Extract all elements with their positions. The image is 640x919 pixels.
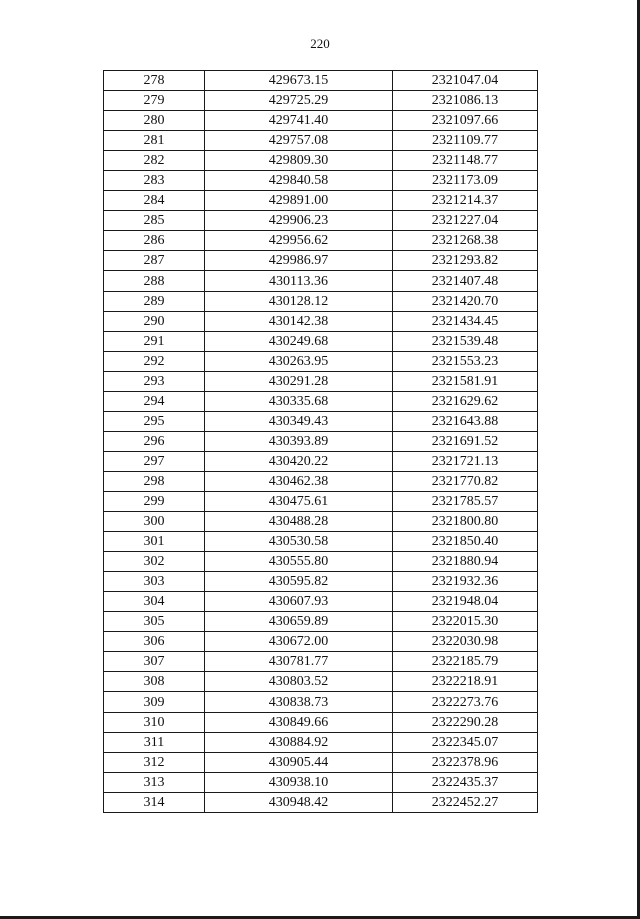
y-coordinate-cell: 2321047.04 — [393, 71, 538, 91]
y-coordinate-cell: 2321227.04 — [393, 211, 538, 231]
point-index-cell: 292 — [104, 351, 205, 371]
point-index-cell: 297 — [104, 451, 205, 471]
y-coordinate-cell: 2321434.45 — [393, 311, 538, 331]
y-coordinate-cell: 2321850.40 — [393, 532, 538, 552]
table-row — [104, 552, 538, 572]
point-index-cell: 291 — [104, 331, 205, 351]
x-coordinate-cell: 430335.68 — [205, 391, 393, 411]
y-coordinate-cell: 2321629.62 — [393, 391, 538, 411]
table-row — [104, 391, 538, 411]
point-index-cell: 304 — [104, 592, 205, 612]
y-coordinate-cell: 2321086.13 — [393, 91, 538, 111]
y-coordinate-cell: 2321097.66 — [393, 111, 538, 131]
x-coordinate-cell: 430263.95 — [205, 351, 393, 371]
point-index-cell: 287 — [104, 251, 205, 271]
table-row — [104, 191, 538, 211]
point-index-cell: 290 — [104, 311, 205, 331]
table-row — [104, 71, 538, 91]
y-coordinate-cell: 2321109.77 — [393, 131, 538, 151]
table-row — [104, 211, 538, 231]
x-coordinate-cell: 429840.58 — [205, 171, 393, 191]
table-row — [104, 471, 538, 491]
y-coordinate-cell: 2322435.37 — [393, 772, 538, 792]
x-coordinate-cell: 429956.62 — [205, 231, 393, 251]
point-index-cell: 295 — [104, 411, 205, 431]
y-coordinate-cell: 2321214.37 — [393, 191, 538, 211]
y-coordinate-cell: 2321293.82 — [393, 251, 538, 271]
y-coordinate-cell: 2321407.48 — [393, 271, 538, 291]
point-index-cell: 306 — [104, 632, 205, 652]
point-index-cell: 279 — [104, 91, 205, 111]
table-row — [104, 692, 538, 712]
x-coordinate-cell: 430249.68 — [205, 331, 393, 351]
table-row — [104, 792, 538, 812]
table-row — [104, 251, 538, 271]
table-row — [104, 592, 538, 612]
table-row — [104, 672, 538, 692]
x-coordinate-cell: 429757.08 — [205, 131, 393, 151]
y-coordinate-cell: 2322218.91 — [393, 672, 538, 692]
point-index-cell: 280 — [104, 111, 205, 131]
table-row — [104, 151, 538, 171]
point-index-cell: 293 — [104, 371, 205, 391]
point-index-cell: 312 — [104, 752, 205, 772]
table-row — [104, 351, 538, 371]
table-row — [104, 431, 538, 451]
table-row — [104, 311, 538, 331]
x-coordinate-cell: 430113.36 — [205, 271, 393, 291]
table-row — [104, 572, 538, 592]
coordinate-table — [103, 70, 538, 813]
y-coordinate-cell: 2321148.77 — [393, 151, 538, 171]
x-coordinate-cell: 430595.82 — [205, 572, 393, 592]
x-coordinate-cell: 429725.29 — [205, 91, 393, 111]
point-index-cell: 281 — [104, 131, 205, 151]
x-coordinate-cell: 430530.58 — [205, 532, 393, 552]
point-index-cell: 305 — [104, 612, 205, 632]
coordinate-table-body — [104, 71, 538, 813]
table-row — [104, 632, 538, 652]
y-coordinate-cell: 2321948.04 — [393, 592, 538, 612]
y-coordinate-cell: 2322030.98 — [393, 632, 538, 652]
point-index-cell: 307 — [104, 652, 205, 672]
table-row — [104, 331, 538, 351]
x-coordinate-cell: 429891.00 — [205, 191, 393, 211]
point-index-cell: 284 — [104, 191, 205, 211]
y-coordinate-cell: 2321420.70 — [393, 291, 538, 311]
table-row — [104, 772, 538, 792]
y-coordinate-cell: 2322273.76 — [393, 692, 538, 712]
x-coordinate-cell: 430948.42 — [205, 792, 393, 812]
x-coordinate-cell: 430607.93 — [205, 592, 393, 612]
x-coordinate-cell: 430838.73 — [205, 692, 393, 712]
y-coordinate-cell: 2321691.52 — [393, 431, 538, 451]
x-coordinate-cell: 430884.92 — [205, 732, 393, 752]
x-coordinate-cell: 430672.00 — [205, 632, 393, 652]
x-coordinate-cell: 430475.61 — [205, 491, 393, 511]
point-index-cell: 294 — [104, 391, 205, 411]
point-index-cell: 298 — [104, 471, 205, 491]
table-row — [104, 231, 538, 251]
x-coordinate-cell: 430555.80 — [205, 552, 393, 572]
x-coordinate-cell: 430781.77 — [205, 652, 393, 672]
table-row — [104, 271, 538, 291]
y-coordinate-cell: 2321581.91 — [393, 371, 538, 391]
x-coordinate-cell: 429809.30 — [205, 151, 393, 171]
point-index-cell: 285 — [104, 211, 205, 231]
table-row — [104, 171, 538, 191]
table-row — [104, 91, 538, 111]
table-row — [104, 131, 538, 151]
x-coordinate-cell: 430142.38 — [205, 311, 393, 331]
point-index-cell: 309 — [104, 692, 205, 712]
table-row — [104, 371, 538, 391]
table-row — [104, 512, 538, 532]
table-row — [104, 491, 538, 511]
point-index-cell: 278 — [104, 71, 205, 91]
point-index-cell: 310 — [104, 712, 205, 732]
point-index-cell: 282 — [104, 151, 205, 171]
y-coordinate-cell: 2322452.27 — [393, 792, 538, 812]
table-row — [104, 732, 538, 752]
y-coordinate-cell: 2321539.48 — [393, 331, 538, 351]
y-coordinate-cell: 2321643.88 — [393, 411, 538, 431]
x-coordinate-cell: 430128.12 — [205, 291, 393, 311]
table-row — [104, 411, 538, 431]
x-coordinate-cell: 430659.89 — [205, 612, 393, 632]
point-index-cell: 299 — [104, 491, 205, 511]
y-coordinate-cell: 2321770.82 — [393, 471, 538, 491]
point-index-cell: 288 — [104, 271, 205, 291]
y-coordinate-cell: 2322290.28 — [393, 712, 538, 732]
y-coordinate-cell: 2321268.38 — [393, 231, 538, 251]
y-coordinate-cell: 2321800.80 — [393, 512, 538, 532]
point-index-cell: 301 — [104, 532, 205, 552]
x-coordinate-cell: 429986.97 — [205, 251, 393, 271]
y-coordinate-cell: 2321932.36 — [393, 572, 538, 592]
y-coordinate-cell: 2321553.23 — [393, 351, 538, 371]
y-coordinate-cell: 2322345.07 — [393, 732, 538, 752]
point-index-cell: 313 — [104, 772, 205, 792]
x-coordinate-cell: 430938.10 — [205, 772, 393, 792]
table-row — [104, 612, 538, 632]
table-row — [104, 451, 538, 471]
point-index-cell: 308 — [104, 672, 205, 692]
point-index-cell: 311 — [104, 732, 205, 752]
point-index-cell: 296 — [104, 431, 205, 451]
table-row — [104, 532, 538, 552]
y-coordinate-cell: 2322378.96 — [393, 752, 538, 772]
point-index-cell: 289 — [104, 291, 205, 311]
y-coordinate-cell: 2321173.09 — [393, 171, 538, 191]
table-row — [104, 111, 538, 131]
table-row — [104, 652, 538, 672]
point-index-cell: 283 — [104, 171, 205, 191]
x-coordinate-cell: 430291.28 — [205, 371, 393, 391]
x-coordinate-cell: 430349.43 — [205, 411, 393, 431]
y-coordinate-cell: 2322185.79 — [393, 652, 538, 672]
table-row — [104, 752, 538, 772]
y-coordinate-cell: 2321721.13 — [393, 451, 538, 471]
point-index-cell: 286 — [104, 231, 205, 251]
x-coordinate-cell: 430905.44 — [205, 752, 393, 772]
y-coordinate-cell: 2321880.94 — [393, 552, 538, 572]
table-row — [104, 712, 538, 732]
page-number: 220 — [310, 36, 330, 51]
point-index-cell: 302 — [104, 552, 205, 572]
x-coordinate-cell: 429906.23 — [205, 211, 393, 231]
x-coordinate-cell: 429741.40 — [205, 111, 393, 131]
point-index-cell: 314 — [104, 792, 205, 812]
x-coordinate-cell: 430462.38 — [205, 471, 393, 491]
y-coordinate-cell: 2322015.30 — [393, 612, 538, 632]
table-row — [104, 291, 538, 311]
x-coordinate-cell: 430849.66 — [205, 712, 393, 732]
x-coordinate-cell: 430803.52 — [205, 672, 393, 692]
point-index-cell: 303 — [104, 572, 205, 592]
y-coordinate-cell: 2321785.57 — [393, 491, 538, 511]
x-coordinate-cell: 430393.89 — [205, 431, 393, 451]
x-coordinate-cell: 429673.15 — [205, 71, 393, 91]
x-coordinate-cell: 430488.28 — [205, 512, 393, 532]
x-coordinate-cell: 430420.22 — [205, 451, 393, 471]
point-index-cell: 300 — [104, 512, 205, 532]
